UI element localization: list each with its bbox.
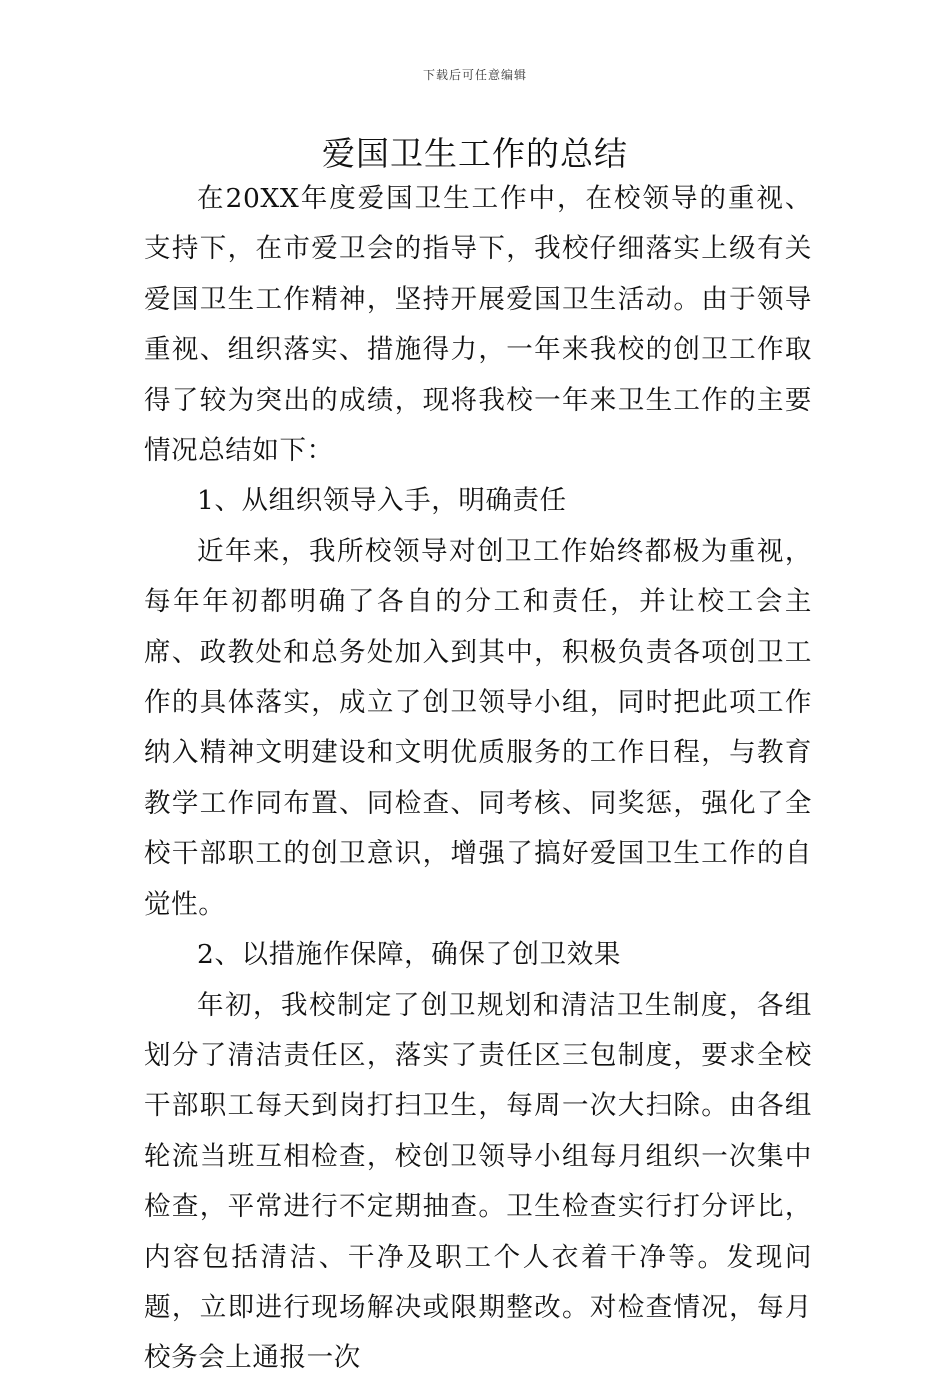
paragraph-intro: 在20XX年度爱国卫生工作中，在校领导的重视、支持下，在市爱卫会的指导下，我校仔细落实上级有关爱国卫生工作精神，坚持开展爱国卫生活动。由于领导重视、组织落实、措施得力，一年来我校的创卫工作取得了较为突出的成绩，现将我校一年来卫生工作的主要情况总结如下：	[144, 183, 812, 467]
document-title: 爱国卫生工作的总结	[322, 134, 628, 173]
paragraph-section-2: 年初，我校制定了创卫规划和清洁卫生制度，各组划分了清洁责任区，落实了责任区三包制度，要求全校干部职工每天到岗打扫卫生，每周一次大扫除。由各组轮流当班互相检查，校创卫领导小组每月组织一次集中检查，平常进行不定期抽查。卫生检查实行打分评比，内容包括清洁、干净及职工个人衣着干净等。发现问题，立即进行现场解决或限期整改。对检查情况，每月校务会上通报一次	[144, 989, 812, 1374]
paragraph-section-1: 近年来，我所校领导对创卫工作始终都极为重视，每年年初都明确了各自的分工和责任，并让校工会主席、政教处和总务处加入到其中，积极负责各项创卫工作的具体落实，成立了创卫领导小组，同时把此项工作纳入精神文明建设和文明优质服务的工作日程，与教育教学工作同布置、同检查、同考核、同奖惩，强化了全校干部职工的创卫意识，增强了搞好爱国卫生工作的自觉性。	[144, 535, 812, 920]
section-heading-1: 1、从组织领导入手，明确责任	[197, 485, 567, 517]
header-note: 下载后可任意编辑	[422, 68, 527, 82]
document-body	[144, 174, 812, 1384]
section-heading-2: 2、以措施作保障，确保了创卫效果	[197, 939, 621, 971]
